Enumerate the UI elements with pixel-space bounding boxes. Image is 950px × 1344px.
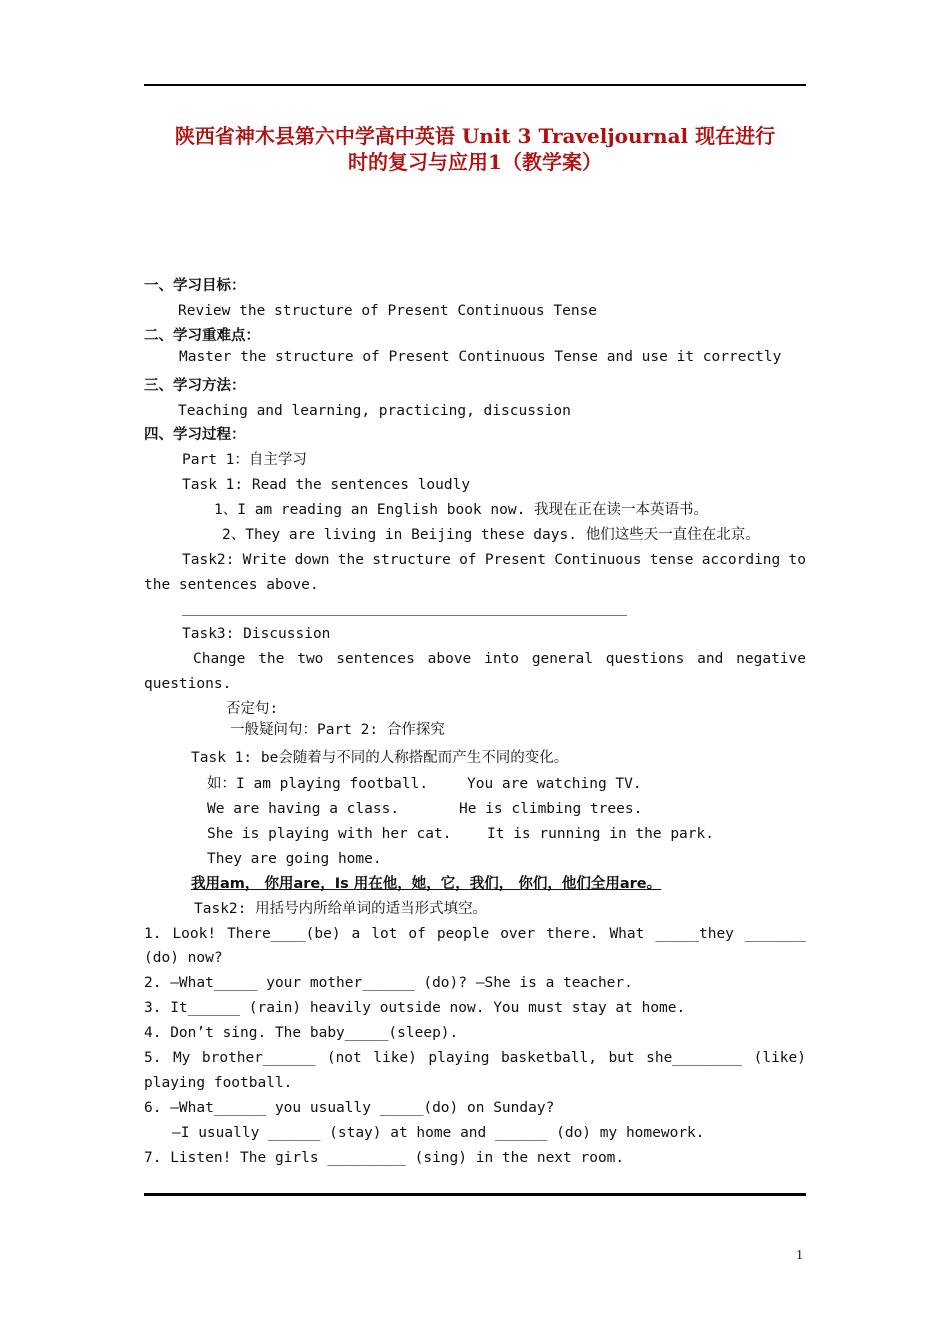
example-row1-a: 如：I am playing football. xyxy=(207,776,429,792)
exercise-1-word: lot xyxy=(371,926,398,942)
task2-word: according xyxy=(701,552,781,568)
task3-word: and xyxy=(697,651,724,667)
task3-word: above xyxy=(427,651,472,667)
exercise-5-word: but xyxy=(608,1050,635,1066)
exercise-7: 7. Listen! The girls _________ (sing) in the next room. xyxy=(144,1150,625,1166)
task2-word: Task2: xyxy=(182,552,235,568)
exercise-5-word: like) xyxy=(373,1050,417,1066)
example-row2-b: He is climbing trees. xyxy=(459,801,643,817)
exercise-5-word: basketball, xyxy=(500,1050,597,1066)
part1-task2-continuation: the sentences above. xyxy=(144,577,319,593)
task2-word: structure xyxy=(372,552,451,568)
exercise-5-word: 5. xyxy=(144,1050,162,1066)
part2-task2: Task2: 用括号内所给单词的适当形式填空。 xyxy=(194,901,488,917)
example-row3-a: She is playing with her cat. xyxy=(207,826,452,842)
exercise-1-continuation: (do) now? xyxy=(144,950,223,966)
section-objectives-heading: 一、学习目标： xyxy=(144,278,246,294)
task3-word: general xyxy=(531,651,593,667)
exercise-1 xyxy=(144,924,806,944)
document-title-line1: 陕西省神木县第六中学高中英语 Unit 3 Traveljournal 现在进行 xyxy=(174,124,776,148)
answer-blank-line xyxy=(182,615,627,616)
exercise-6b: —I usually ______ (stay) at home and ______ (do) my homework. xyxy=(172,1125,705,1141)
section-objectives-text: Review the structure of Present Continuous Tense xyxy=(178,303,598,319)
task3-word: Change xyxy=(193,651,246,667)
exercise-1-word: What xyxy=(609,926,645,942)
task3-word: two xyxy=(297,651,324,667)
document-title-line2: 时的复习与应用1（教学案） xyxy=(348,150,602,174)
exercise-1-word: 1. xyxy=(144,926,162,942)
example-sentence-2: 2、They are living in Beijing these days. 他们这些天一直住在北京。 xyxy=(222,527,760,543)
task3-word: into xyxy=(484,651,520,667)
top-rule xyxy=(144,84,806,86)
exercise-1-word: of xyxy=(408,926,426,942)
exercise-1-word: _______ xyxy=(744,926,806,942)
example-sentence-1: 1、I am reading an English book now. 我现在正在读一本英语书。 xyxy=(214,502,709,518)
exercise-5 xyxy=(144,1048,806,1068)
exercise-6a: 6. —What______ you usually _____(do) on Sunday? xyxy=(144,1100,555,1116)
section-methods-heading: 三、学习方法： xyxy=(144,378,246,394)
part1-title: Part 1：自主学习 xyxy=(182,452,307,468)
task2-word: down xyxy=(294,552,330,568)
exercise-5-word: playing xyxy=(428,1050,490,1066)
part2-task1: Task 1: be会随着与不同的人称搭配而产生不同的变化。 xyxy=(191,750,569,766)
part1-task2 xyxy=(182,550,806,570)
example-row2-a: We are having a class. xyxy=(207,801,400,817)
negative-sentence-label: 否定句: xyxy=(226,701,279,717)
task2-word: of xyxy=(459,552,477,568)
task2-word: the xyxy=(337,552,364,568)
section-methods-text: Teaching and learning, practicing, discussion xyxy=(178,403,571,419)
exercise-1-word: There____(be) xyxy=(227,926,341,942)
part1-task1: Task 1: Read the sentences loudly xyxy=(182,477,471,493)
example-row1-b: You are watching TV. xyxy=(467,776,642,792)
example-row4: They are going home. xyxy=(207,851,382,867)
exercise-1-word: _____they xyxy=(655,926,734,942)
exercise-4: 4. Don’t sing. The baby_____(sleep). xyxy=(144,1025,459,1041)
be-usage-rule: 我用am， 你用are，Is 用在他，她，它，我们， 你们，他们全用are。 xyxy=(191,876,662,892)
part1-task3: Task3: Discussion xyxy=(182,626,331,642)
exercise-1-word: Look! xyxy=(172,926,217,942)
general-question-label: 一般疑问句：Part 2: 合作探究 xyxy=(230,722,445,738)
part1-task3-continuation: questions. xyxy=(144,676,232,692)
task2-word: Continuous xyxy=(554,552,642,568)
task3-word: sentences xyxy=(336,651,415,667)
task3-word: negative xyxy=(736,651,806,667)
exercise-5-word: she________ xyxy=(646,1050,743,1066)
exercise-1-word: over xyxy=(500,926,536,942)
exercise-5-word: brother______ xyxy=(201,1050,316,1066)
exercise-3: 3. It______ (rain) heavily outside now. You must stay at home. xyxy=(144,1000,686,1016)
task2-word: tense xyxy=(649,552,694,568)
exercise-5-word: (not xyxy=(326,1050,362,1066)
exercise-1-word: there. xyxy=(546,926,599,942)
part1-task3-instruction xyxy=(193,649,806,669)
example-row3-b: It is running in the park. xyxy=(487,826,714,842)
exercise-5-continuation: playing football. xyxy=(144,1075,293,1091)
exercise-5-word: My xyxy=(172,1050,191,1066)
task3-word: questions xyxy=(605,651,685,667)
exercise-1-word: people xyxy=(436,926,490,942)
page-number: 1 xyxy=(796,1248,803,1263)
exercise-2: 2. —What_____ your mother______ (do)? —She is a teacher. xyxy=(144,975,633,991)
section-process-heading: 四、学习过程： xyxy=(144,427,246,443)
section-difficulties-text: Master the structure of Present Continuous Tense and use it correctly xyxy=(179,349,782,365)
task3-word: the xyxy=(258,651,285,667)
bottom-rule xyxy=(144,1193,806,1196)
section-difficulties-heading: 二、学习重难点： xyxy=(144,328,260,344)
task2-word: to xyxy=(788,552,806,568)
exercise-5-word: (like) xyxy=(753,1050,806,1066)
task2-word: Write xyxy=(242,552,287,568)
task2-word: Present xyxy=(484,552,546,568)
exercise-1-word: a xyxy=(351,926,361,942)
